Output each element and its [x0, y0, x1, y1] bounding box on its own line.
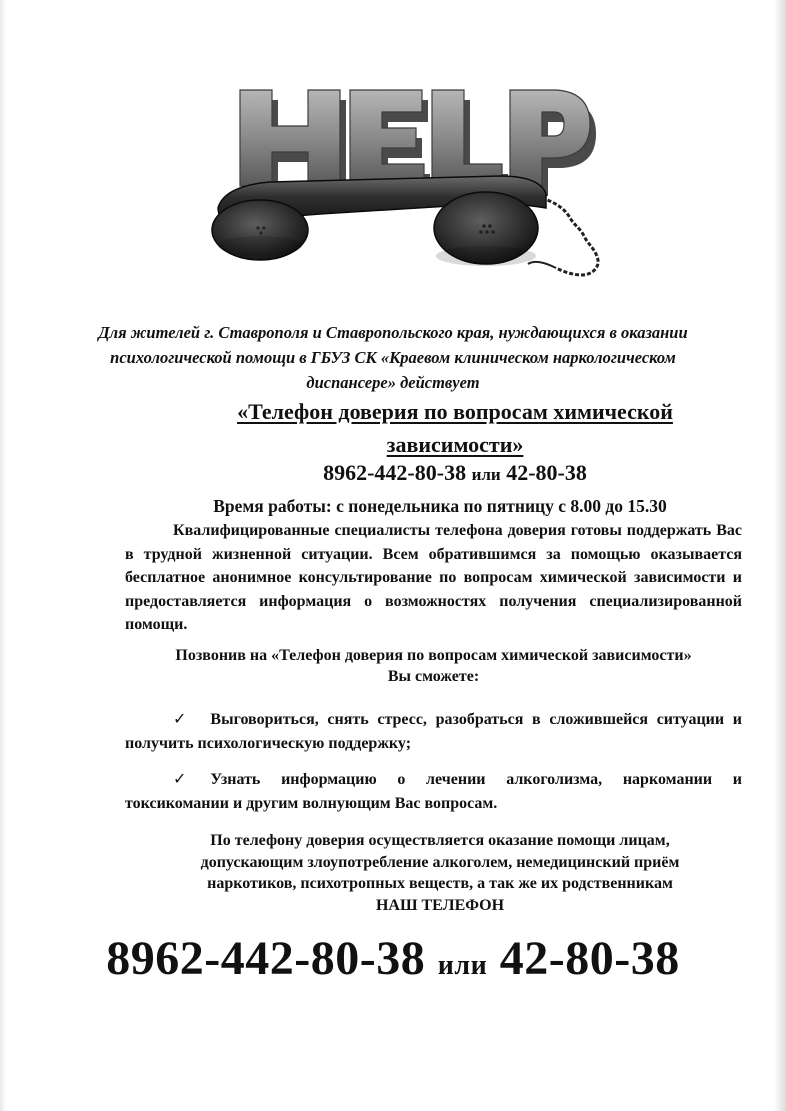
big-phone-or: или — [437, 950, 488, 981]
big-phone-mobile: 8962-442-80-38 — [106, 932, 426, 985]
phone-or: или — [471, 465, 501, 484]
hotline-title-line: зависимости» — [386, 432, 524, 457]
hotline-phones — [200, 458, 710, 490]
closing-line: наркотиков, психотропных веществ, а так же их родственникам — [207, 875, 673, 892]
benefits-lead-line: Позвонив на «Телефон доверия по вопросам химической зависимости» — [175, 647, 692, 664]
description-paragraph: Квалифицированные специалисты телефона доверия готовы поддержать Вас в трудной жизненной ситуации. Всем обратившимся за помощью оказывается бесплатное анонимное консультирование по вопросам химической зависимости и предоставляется информация о возможностях получения специализированной помощи. — [125, 522, 742, 633]
phone-city: 42-80-38 — [506, 460, 587, 485]
help-telephone-illustration — [200, 68, 620, 293]
telephone-handset-icon — [200, 68, 620, 293]
benefit-item — [125, 708, 742, 756]
benefits-lead — [125, 645, 742, 687]
our-phone-heading: НАШ ТЕЛЕФОН — [375, 896, 505, 914]
benefits-lead-line: Вы сможете: — [387, 668, 480, 685]
intro-line: диспансере» действует — [306, 373, 480, 392]
benefit-text: Узнать информацию о лечении алкоголизма, наркомании и токсикомании и другим волнующим Вас вопросам. — [125, 771, 742, 812]
hotline-title-line: «Телефон доверия по вопросам химической — [237, 399, 673, 424]
working-hours: Время работы: с понедельника по пятницу с 8.00 до 15.30 — [213, 496, 667, 516]
phone-mobile: 8962-442-80-38 — [323, 460, 467, 485]
benefit-item — [125, 768, 742, 816]
benefit-text: Выговориться, снять стресс, разобраться в сложившейся ситуации и получить психологическую поддержку; — [125, 711, 742, 752]
checkmark-icon: ✓ — [173, 711, 187, 728]
scan-edge-right — [774, 0, 786, 1111]
big-phone-numbers — [60, 928, 726, 997]
closing-line: По телефону доверия осуществляется оказание помощи лицам, — [210, 832, 670, 849]
big-phone-city: 42-80-38 — [499, 932, 680, 985]
intro-line: психологической помощи в ГБУЗ СК «Краевом клиническом наркологическом — [110, 348, 676, 367]
hotline-title — [200, 395, 710, 461]
scan-edge-left — [0, 0, 6, 1111]
closing-text — [150, 830, 730, 916]
checkmark-icon: ✓ — [173, 771, 187, 788]
intro-line: Для жителей г. Ставрополя и Ставропольского края, нуждающихся в оказании — [98, 323, 688, 342]
intro-text — [60, 320, 726, 395]
closing-line: допускающим злоупотребление алкоголем, немедицинский приём — [200, 853, 680, 871]
